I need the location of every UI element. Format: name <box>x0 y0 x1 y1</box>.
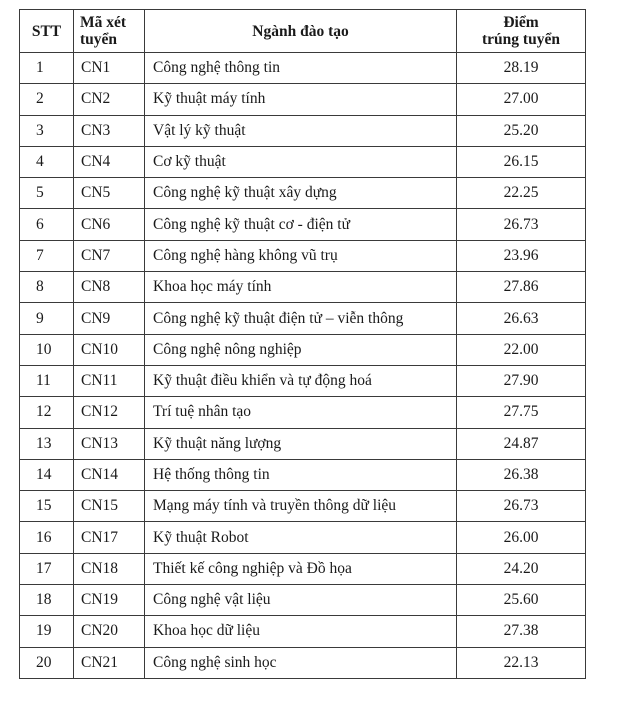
row-score-cell: 26.73 <box>457 491 586 522</box>
table-row <box>20 522 586 553</box>
row-admission-code-cell: CN4 <box>74 146 145 177</box>
row-stt-cell: 7 <box>20 240 74 271</box>
row-major-cell: Công nghệ hàng không vũ trụ <box>145 240 457 271</box>
row-major-cell: Mạng máy tính và truyền thông dữ liệu <box>145 491 457 522</box>
header-admission-code-line2: tuyển <box>80 31 118 48</box>
row-stt-cell: 16 <box>20 522 74 553</box>
row-score-cell: 25.20 <box>457 115 586 146</box>
row-score-cell: 22.00 <box>457 334 586 365</box>
row-score-cell: 27.75 <box>457 397 586 428</box>
header-row <box>20 10 586 53</box>
row-stt-cell: 5 <box>20 178 74 209</box>
row-score-cell: 26.15 <box>457 146 586 177</box>
row-admission-code-cell: CN3 <box>74 115 145 146</box>
table-row <box>20 272 586 303</box>
row-admission-code-cell: CN15 <box>74 491 145 522</box>
row-major-cell: Trí tuệ nhân tạo <box>145 397 457 428</box>
row-score-cell: 28.19 <box>457 53 586 84</box>
row-major-cell: Thiết kế công nghiệp và Đồ họa <box>145 553 457 584</box>
table-header <box>20 10 586 53</box>
header-stt: STT <box>20 10 74 53</box>
row-admission-code-cell: CN5 <box>74 178 145 209</box>
row-major-cell: Cơ kỹ thuật <box>145 146 457 177</box>
table-row <box>20 209 586 240</box>
row-score-cell: 22.13 <box>457 647 586 678</box>
table-row <box>20 84 586 115</box>
row-score-cell: 26.73 <box>457 209 586 240</box>
row-score-cell: 27.86 <box>457 272 586 303</box>
table-row <box>20 491 586 522</box>
header-score-line2: trúng tuyển <box>482 31 560 48</box>
row-admission-code-cell: CN17 <box>74 522 145 553</box>
row-score-cell: 26.38 <box>457 459 586 490</box>
row-stt-cell: 14 <box>20 459 74 490</box>
row-stt-cell: 13 <box>20 428 74 459</box>
table-body <box>20 53 586 679</box>
table-row <box>20 553 586 584</box>
row-admission-code-cell: CN1 <box>74 53 145 84</box>
row-admission-code-cell: CN11 <box>74 365 145 396</box>
row-major-cell: Kỹ thuật máy tính <box>145 84 457 115</box>
header-major: Ngành đào tạo <box>145 10 457 53</box>
row-score-cell: 25.60 <box>457 585 586 616</box>
row-score-cell: 27.90 <box>457 365 586 396</box>
row-admission-code-cell: CN18 <box>74 553 145 584</box>
row-major-cell: Hệ thống thông tin <box>145 459 457 490</box>
row-major-cell: Kỹ thuật điều khiển và tự động hoá <box>145 365 457 396</box>
table-row <box>20 585 586 616</box>
row-stt-cell: 2 <box>20 84 74 115</box>
admission-scores-table <box>19 9 586 679</box>
row-major-cell: Công nghệ kỹ thuật xây dựng <box>145 178 457 209</box>
table-row <box>20 459 586 490</box>
row-score-cell: 23.96 <box>457 240 586 271</box>
row-admission-code-cell: CN8 <box>74 272 145 303</box>
table-row <box>20 115 586 146</box>
row-major-cell: Kỹ thuật năng lượng <box>145 428 457 459</box>
row-major-cell: Công nghệ kỹ thuật điện tử – viễn thông <box>145 303 457 334</box>
table-row <box>20 647 586 678</box>
row-stt-cell: 10 <box>20 334 74 365</box>
row-stt-cell: 8 <box>20 272 74 303</box>
row-score-cell: 27.00 <box>457 84 586 115</box>
row-score-cell: 24.20 <box>457 553 586 584</box>
row-stt-cell: 9 <box>20 303 74 334</box>
row-admission-code-cell: CN10 <box>74 334 145 365</box>
row-admission-code-cell: CN6 <box>74 209 145 240</box>
row-stt-cell: 4 <box>20 146 74 177</box>
row-stt-cell: 1 <box>20 53 74 84</box>
header-admission-code-line1: Mã xét <box>80 14 127 31</box>
row-stt-cell: 20 <box>20 647 74 678</box>
row-score-cell: 26.63 <box>457 303 586 334</box>
row-score-cell: 26.00 <box>457 522 586 553</box>
table-row <box>20 397 586 428</box>
row-score-cell: 24.87 <box>457 428 586 459</box>
row-major-cell: Công nghệ vật liệu <box>145 585 457 616</box>
row-stt-cell: 11 <box>20 365 74 396</box>
header-score-line1: Điểm <box>503 14 539 31</box>
header-score <box>457 10 586 53</box>
row-score-cell: 27.38 <box>457 616 586 647</box>
row-admission-code-cell: CN13 <box>74 428 145 459</box>
row-admission-code-cell: CN14 <box>74 459 145 490</box>
table-row <box>20 365 586 396</box>
row-major-cell: Vật lý kỹ thuật <box>145 115 457 146</box>
row-stt-cell: 6 <box>20 209 74 240</box>
row-admission-code-cell: CN2 <box>74 84 145 115</box>
row-major-cell: Khoa học dữ liệu <box>145 616 457 647</box>
table-row <box>20 303 586 334</box>
table-row <box>20 146 586 177</box>
header-admission-code <box>74 10 145 53</box>
row-major-cell: Công nghệ kỹ thuật cơ - điện tử <box>145 209 457 240</box>
row-stt-cell: 17 <box>20 553 74 584</box>
row-major-cell: Công nghệ sinh học <box>145 647 457 678</box>
row-stt-cell: 19 <box>20 616 74 647</box>
row-stt-cell: 18 <box>20 585 74 616</box>
row-admission-code-cell: CN9 <box>74 303 145 334</box>
row-admission-code-cell: CN21 <box>74 647 145 678</box>
table-row <box>20 616 586 647</box>
row-major-cell: Kỹ thuật Robot <box>145 522 457 553</box>
table-row <box>20 53 586 84</box>
row-major-cell: Công nghệ nông nghiệp <box>145 334 457 365</box>
row-stt-cell: 12 <box>20 397 74 428</box>
row-score-cell: 22.25 <box>457 178 586 209</box>
row-major-cell: Khoa học máy tính <box>145 272 457 303</box>
row-stt-cell: 15 <box>20 491 74 522</box>
row-admission-code-cell: CN20 <box>74 616 145 647</box>
table-row <box>20 334 586 365</box>
table-row <box>20 178 586 209</box>
row-admission-code-cell: CN19 <box>74 585 145 616</box>
row-admission-code-cell: CN7 <box>74 240 145 271</box>
table-row <box>20 240 586 271</box>
table-row <box>20 428 586 459</box>
row-admission-code-cell: CN12 <box>74 397 145 428</box>
row-major-cell: Công nghệ thông tin <box>145 53 457 84</box>
row-stt-cell: 3 <box>20 115 74 146</box>
